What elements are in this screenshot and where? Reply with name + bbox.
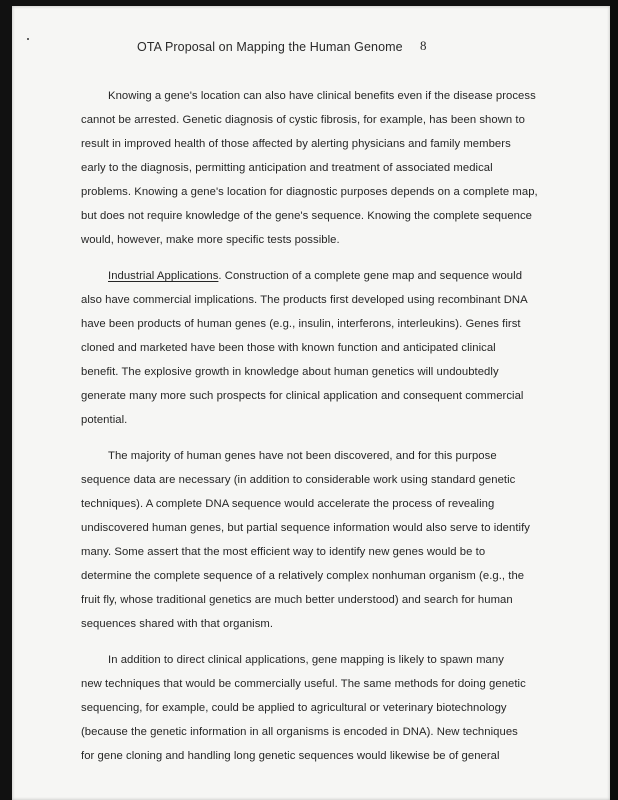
text-line: benefit. The explosive growth in knowledge about human genetics will undoubtedly xyxy=(81,366,499,378)
text-line: problems. Knowing a gene's location for diagnostic purposes depends on a complete map, xyxy=(81,186,538,198)
text-line: but does not require knowledge of the gene's sequence. Knowing the complete sequence xyxy=(81,210,533,222)
text-line: would, however, make more specific tests possible. xyxy=(81,234,340,246)
paragraph-undiscovered-genes xyxy=(81,444,531,636)
text-line: sequencing, for example, could be applied to agricultural or veterinary biotechnology xyxy=(81,702,507,714)
text-line-rest: . Construction of a complete gene map and sequence would xyxy=(218,270,523,282)
text-line: potential. xyxy=(81,414,128,426)
stray-mark xyxy=(27,38,29,40)
section-heading-industrial-applications: Industrial Applications xyxy=(108,270,219,282)
text-line: have been products of human genes (e.g., insulin, interferons, interleukins). Genes first xyxy=(81,318,521,330)
text-line: sequence data are necessary (in addition to considerable work using standard genetic xyxy=(81,474,516,486)
text-line: (because the genetic information in all organisms is encoded in DNA). New techniques xyxy=(81,726,518,738)
text-line: Knowing a gene's location can also have clinical benefits even if the disease process xyxy=(108,90,536,102)
document-body xyxy=(81,84,538,780)
text-line: sequences shared with that organism. xyxy=(81,618,274,630)
page-header-title: OTA Proposal on Mapping the Human Genome xyxy=(137,40,403,54)
text-line: cloned and marketed have been those with known function and anticipated clinical xyxy=(81,342,496,354)
text-line: early to the diagnosis, permitting anticipation and treatment of associated medical xyxy=(81,162,493,174)
text-line: generate many more such prospects for clinical application and consequent commercial xyxy=(81,390,524,402)
text-line: cannot be arrested. Genetic diagnosis of cystic fibrosis, for example, has been shown to xyxy=(81,114,525,126)
text-line: new techniques that would be commercially useful. The same methods for doing genetic xyxy=(81,678,526,690)
text-line: undiscovered human genes, but partial sequence information would also serve to identify xyxy=(81,522,530,534)
text-line: also have commercial implications. The products first developed using recombinant DNA xyxy=(81,294,528,306)
text-line xyxy=(81,264,531,288)
text-line: determine the complete sequence of a relatively complex nonhuman organism (e.g., the xyxy=(81,570,525,582)
text-line: for gene cloning and handling long genetic sequences would likewise be of general xyxy=(81,750,500,762)
text-line: The majority of human genes have not been discovered, and for this purpose xyxy=(108,450,497,462)
text-line: result in improved health of those affected by alerting physicians and family members xyxy=(81,138,511,150)
text-line: In addition to direct clinical applications, gene mapping is likely to spawn many xyxy=(108,654,504,666)
page-edge xyxy=(610,0,618,800)
paragraph-clinical-benefits xyxy=(81,84,538,252)
text-line: many. Some assert that the most efficient way to identify new genes would be to xyxy=(81,546,486,558)
page-number: 8 xyxy=(420,38,427,53)
paragraph-new-techniques xyxy=(81,648,531,768)
text-line: techniques). A complete DNA sequence would accelerate the process of revealing xyxy=(81,498,495,510)
paragraph-industrial-applications xyxy=(81,264,531,432)
text-line: fruit fly, whose traditional genetics are much better understood) and search for human xyxy=(81,594,513,606)
